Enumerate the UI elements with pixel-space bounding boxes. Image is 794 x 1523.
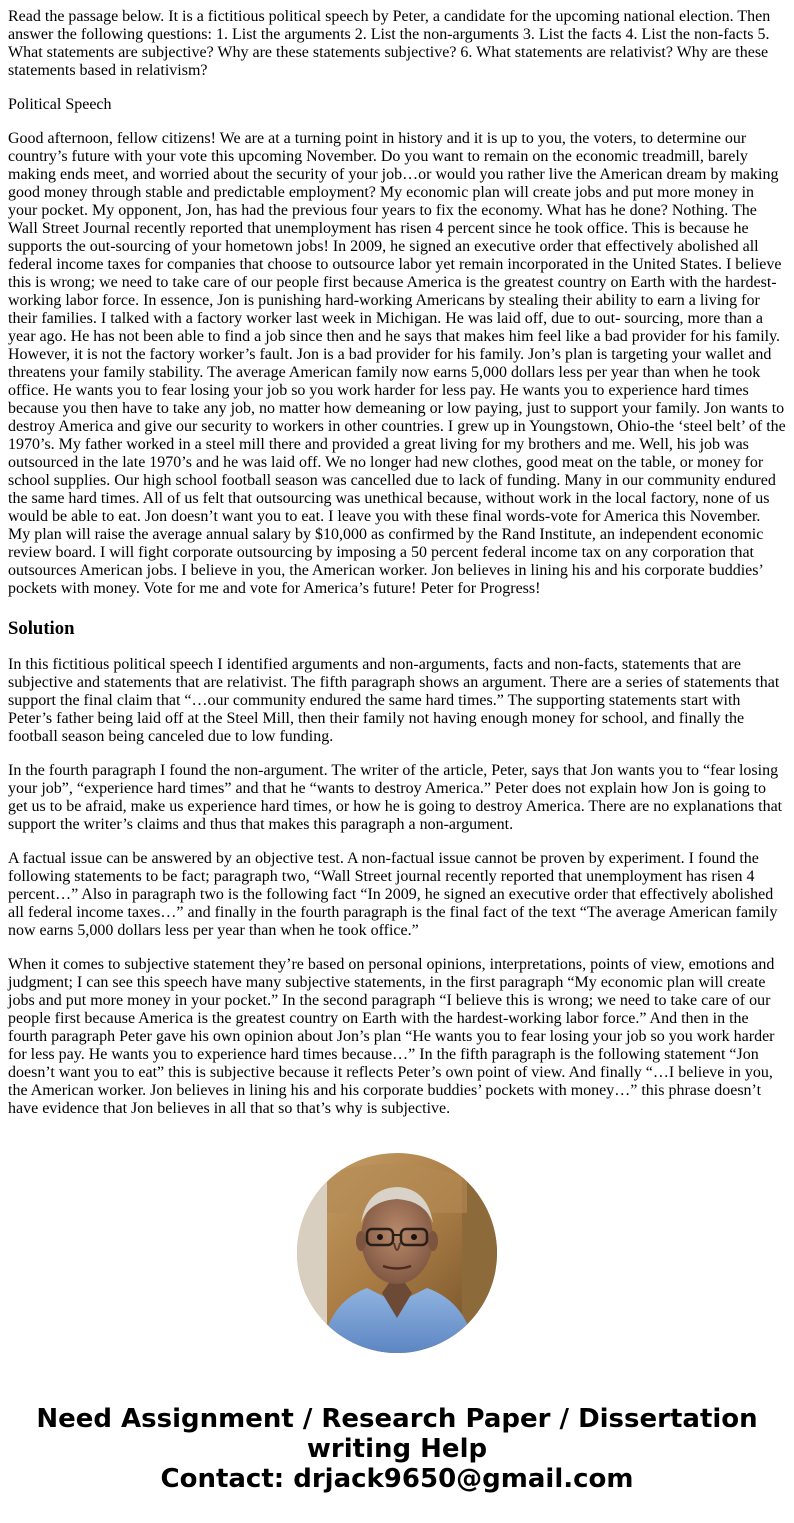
solution-section: [8, 656, 786, 1118]
speech-body: Good afternoon, fellow citizens! We are at a turning point in history and it is up to you, the voters, to determine our country’s future with your vote this upcoming November. Do you want to remain on the economic treadmill, barely making ends meet, and worried about the security of your job…or would you rather live the American dream by making good money through stable and predictable employment? My economic plan will create jobs and put more money in your pocket. My opponent, Jon, has had the previous four years to fix the economy. What has he done? Nothing. The Wall Street Journal recently reported that unemployment has risen 4 percent since he took office. This is because he supports the out-sourcing of your hometown jobs! In 2009, he signed an executive order that effectively abolished all federal income taxes for companies that choose to outsource labor yet remain incorporated in the United States. I believe this is wrong; we need to take care of our people first because America is the greatest country on Earth with the hardest-working labor force. In essence, Jon is punishing hard-working Americans by stealing their ability to earn a living for their families. I talked with a factory worker last week in Michigan. He was laid off, due to out- sourcing, more than a year ago. He has not been able to find a job since then and he says that makes him feel like a bad provider for his family. However, it is not the factory worker’s fault. Jon is a bad provider for his family. Jon’s plan is targeting your wallet and threatens your family stability. The average American family now earns 5,000 dollars less per year than when he took office. He wants you to fear losing your job so you work harder for less pay. He wants you to experience hard times because you then have to take any job, no matter how demeaning or low paying, just to support your family. Jon wants to destroy America and give our security to workers in other countries. I grew up in Youngstown, Ohio-the ‘steel belt’ of the 1970’s. My father worked in a steel mill there and provided a great living for my brothers and me. Well, his job was outsourced in the late 1970’s and he was laid off. We no longer had new clothes, good meat on the table, or money for school supplies. Our high school football season was cancelled due to lack of funding. Many in our community endured the same hard times. All of us felt that outsourcing was unethical because, without work in the local factory, none of us would be able to eat. Jon doesn’t want you to eat. I leave you with these final words-vote for America this November. My plan will raise the average annual salary by $10,000 as confirmed by the Rand Institute, an independent economic review board. I will fight corporate outsourcing by imposing a 50 percent federal income tax on any corporation that outsources American jobs. I believe in you, the American worker. Jon believes in lining his and his corporate buddies’ pockets with money. Vote for me and vote for America’s future! Peter for Progress!: [8, 130, 786, 597]
promo-banner: [0, 1404, 794, 1494]
author-portrait-image: [297, 1153, 497, 1353]
solution-paragraph: When it comes to subjective statement they’re based on personal opinions, interpretations, points of view, emotions and judgment; I can see this speech have many subjective statements, in the first paragraph “My economic plan will create jobs and put more money in your pocket.” In the second paragraph “I believe this is wrong; we need to take care of our people first because America is the greatest country on Earth with the hardest-working labor force.” And then in the fourth paragraph Peter gave his own opinion about Jon’s plan “He wants you to fear losing your job so you work harder for less pay. He wants you to experience hard times because…” In the fifth paragraph is the following statement “Jon doesn’t want you to eat” this is subjective because it reflects Peter’s own point of view. And finally “…I believe in you, the American worker. Jon believes in lining his and his corporate buddies’ pockets with money…” this phrase doesn’t have evidence that Jon believes in all that so that’s why is subjective.: [8, 956, 775, 1117]
solution-paragraph: In the fourth paragraph I found the non-argument. The writer of the article, Peter, says that Jon wants you to “fear losing your job”, “experience hard times” and that he “wants to destroy America.” Peter does not explain how Jon is going to get us to be afraid, make us experience hard times, or how he is going to destroy America. There are no explanations that support the writer’s claims and thus that makes this paragraph a non-argument.: [8, 762, 783, 833]
solution-paragraph: A factual issue can be answered by an objective test. A non-factual issue cannot be proven by experiment. I found the following statements to be fact; paragraph two, “Wall Street journal recently reported that unemployment has risen 4 percent…” Also in paragraph two is the following fact “In 2009, he signed an executive order that effectively abolished all federal income taxes…” and finally in the fourth paragraph is the final fact of the text “The average American family now earns 5,000 dollars less per year than when he took office.”: [8, 850, 778, 939]
author-avatar: [297, 1153, 497, 1353]
solution-paragraph: In this fictitious political speech I identified arguments and non-arguments, facts and non-facts, statements that are subjective and statements that are relativist. The fifth paragraph shows an argument. There are a series of statements that support the final claim that “…our community endured the same hard times.” The supporting statements start with Peter’s father being laid off at the Steel Mill, then their family not having enough money for school, and finally the football season being canceled due to low funding.: [8, 656, 780, 745]
assignment-instructions: Read the passage below. It is a fictitious political speech by Peter, a candidate for the upcoming national election. Then answer the following questions: 1. List the arguments 2. List the non-arguments 3. List the facts 4. List the non-facts 5. What statements are subjective? Why are these statements subjective? 6. What statements are relativist? Why are these statements based in relativism?: [8, 8, 771, 79]
promo-line: writing Help: [306, 1434, 488, 1464]
speech-title: Political Speech: [8, 96, 112, 113]
promo-contact: Contact: drjack9650@gmail.com: [160, 1464, 634, 1494]
solution-heading: Solution: [8, 618, 75, 639]
promo-line: Need Assignment / Research Paper / Dissertation: [36, 1404, 758, 1434]
document-content: [8, 0, 786, 1134]
